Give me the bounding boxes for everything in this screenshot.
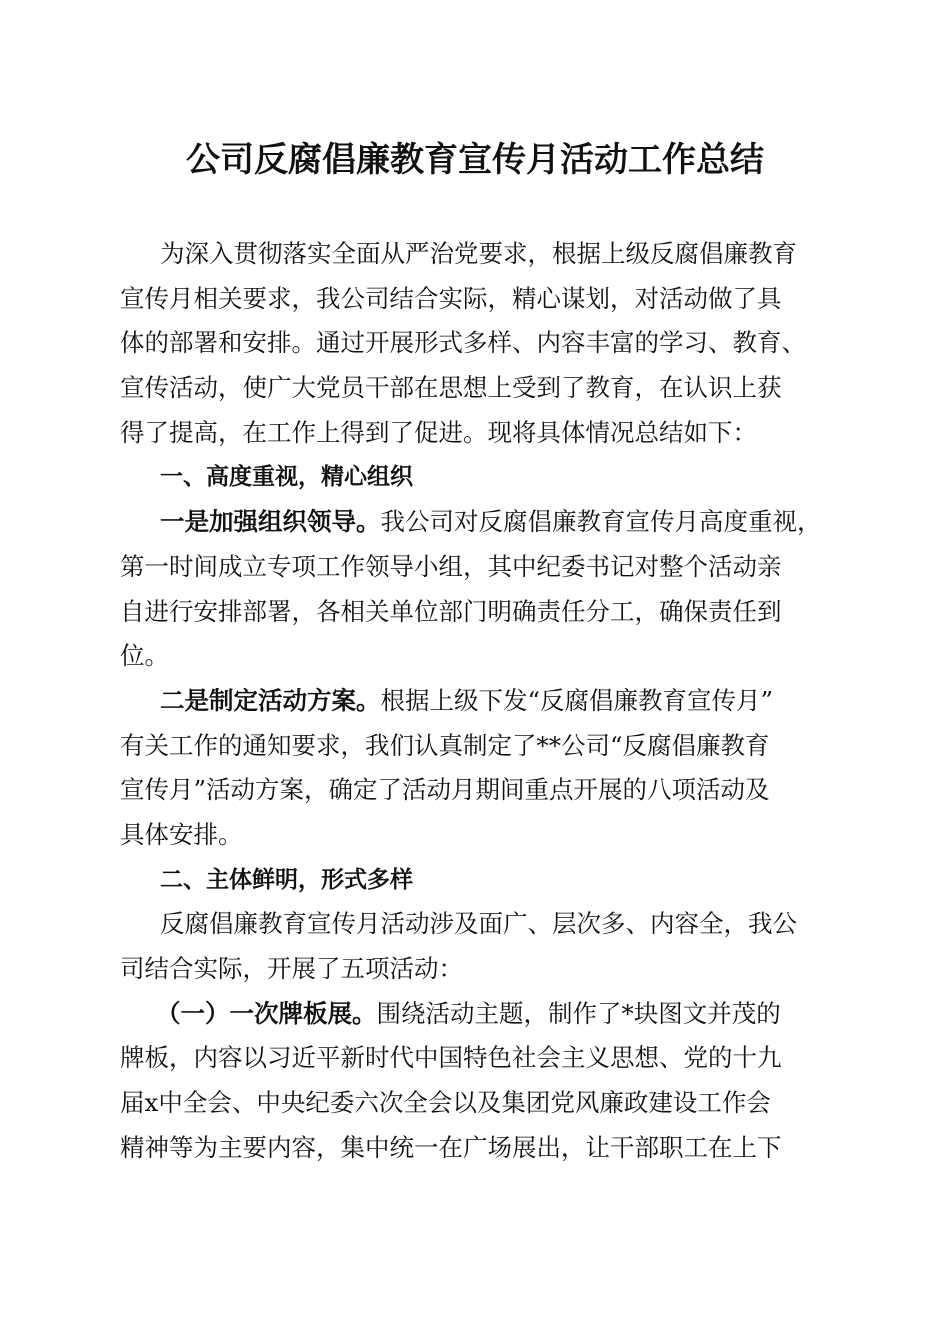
paragraph-line: 精神等为主要内容，集中统一在广场展出，让干部职工在上下 [120,1132,782,1162]
item-text: 根据上级下发“反腐倡廉教育宣传月” [380,685,774,715]
item-lead: 二是制定活动方案。 [160,685,381,715]
item-lead: （一）一次牌板展。 [156,998,377,1028]
paragraph-line [120,679,835,724]
section-heading: 二、主体鲜明，形式多样 [160,866,413,893]
paragraph-line: 届x中全会、中央纪委六次全会以及集团党风廉政建设工作会 [120,1088,771,1118]
paragraph-line [120,500,835,545]
item-text: 围绕活动主题，制作了*块图文并茂的 [376,998,781,1028]
paragraph-line: 反腐倡廉教育宣传月活动涉及面广、层次多、内容全，我公 [160,909,797,939]
intro-line: 为深入贯彻落实全面从严治党要求，根据上级反腐倡廉教育 [160,239,797,268]
paragraph-line: 有关工作的通知要求，我们认真制定了**公司“反腐倡廉教育 [120,730,770,760]
paragraph-line: 司结合实际，开展了五项活动： [120,954,463,983]
document-body [120,232,835,1170]
paragraph-line: 具体安排。 [120,819,243,849]
document-title: 公司反腐倡廉教育宣传月活动工作总结 [186,140,764,180]
paragraph-line: 位。 [120,641,169,671]
intro-line: 宣传活动，使广大党员干部在思想上受到了教育，在认识上获 [120,373,782,403]
item-text: 我公司对反腐倡廉教育宣传月高度重视， [380,507,822,537]
intro-line: 得了提高，在工作上得到了促进。现将具体情况总结如下： [120,417,757,447]
item-lead: 一是加强组织领导。 [160,507,381,537]
paragraph-line [120,992,835,1037]
paragraph-line: 第一时间成立专项工作领导小组，其中纪委书记对整个活动亲 [120,551,782,581]
paragraph-line: 牌板，内容以习近平新时代中国特色社会主义思想、党的十九 [120,1043,782,1073]
paragraph-line: 宣传月”活动方案，确定了活动月期间重点开展的八项活动及 [120,775,770,805]
section-heading: 一、高度重视，精心组织 [160,464,413,491]
paragraph-line: 自进行安排部署，各相关单位部门明确责任分工，确保责任到 [120,596,782,626]
intro-line: 宣传月相关要求，我公司结合实际，精心谋划，对活动做了具 [120,283,782,313]
intro-line: 体的部署和安排。通过开展形式多样、内容丰富的学习、教育、 [120,328,806,358]
